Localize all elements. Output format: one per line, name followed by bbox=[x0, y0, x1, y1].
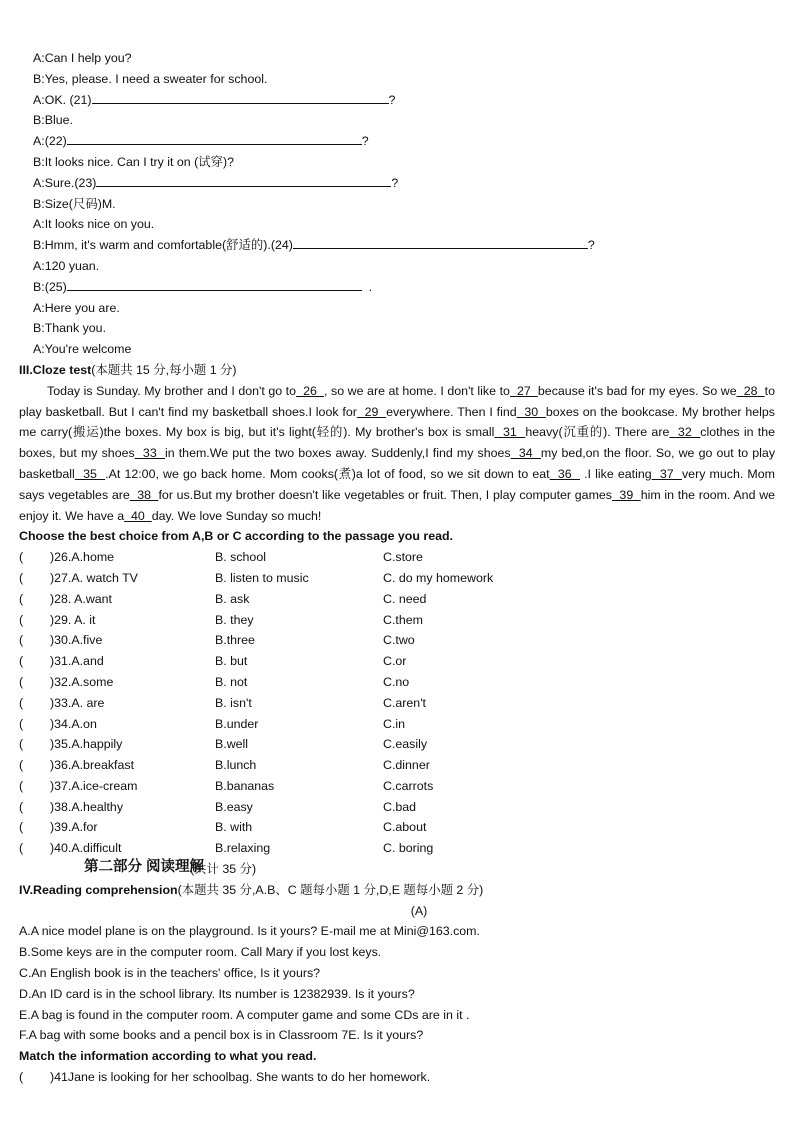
answer-paren[interactable]: ( bbox=[19, 591, 24, 606]
cloze-gap[interactable]: 28 bbox=[736, 383, 765, 398]
option-c: C.bad bbox=[383, 799, 417, 814]
passage-text: my bed,on the floor. So, we go out to play basketball bbox=[19, 446, 776, 481]
option-c: C. boring bbox=[383, 841, 434, 856]
option-c: C.or bbox=[383, 654, 407, 669]
answer-paren-41[interactable]: ( bbox=[19, 1070, 24, 1085]
passage-text: very much. Mom says vegetables are bbox=[19, 466, 775, 502]
cloze-gap[interactable]: 32 bbox=[669, 425, 701, 440]
option-a: )30.A.five bbox=[50, 633, 103, 648]
cloze-gap[interactable]: 30 bbox=[516, 404, 546, 419]
cloze-question-row bbox=[0, 589, 794, 610]
cloze-question-row bbox=[0, 651, 794, 672]
passage-text: in them.We put the two boxes away. Suddenly,I find my shoes bbox=[164, 446, 511, 461]
option-b: B. but bbox=[215, 654, 248, 669]
option-c: C. need bbox=[383, 591, 427, 606]
cloze-gap[interactable]: 26 bbox=[296, 383, 325, 398]
option-b: B. isn't bbox=[215, 695, 252, 710]
option-a: )33.A. are bbox=[50, 695, 105, 710]
cloze-question-row bbox=[0, 610, 794, 631]
answer-paren[interactable]: ( bbox=[19, 550, 24, 565]
option-a: )37.A.ice-cream bbox=[50, 778, 138, 793]
exam-page bbox=[0, 48, 794, 1088]
cloze-question-row bbox=[0, 817, 794, 838]
cloze-question-row bbox=[0, 630, 794, 651]
cloze-question-row bbox=[0, 672, 794, 693]
cloze-gap[interactable]: 40 bbox=[124, 508, 152, 523]
passage-text: everywhere. Then I find bbox=[386, 404, 517, 419]
option-b: B. with bbox=[215, 820, 253, 835]
dialogue-line-22: A:(22) ? bbox=[33, 131, 794, 152]
cloze-question-row bbox=[0, 776, 794, 797]
dialogue-line-21: A:OK. (21) ? bbox=[33, 90, 794, 111]
answer-blank-22[interactable] bbox=[67, 131, 362, 145]
cloze-question-row bbox=[0, 797, 794, 818]
answer-paren[interactable]: ( bbox=[19, 758, 24, 773]
passage-text: because it's bad for my eyes. So we bbox=[537, 383, 737, 398]
cloze-gap[interactable]: 35 bbox=[74, 466, 106, 481]
option-b: B.three bbox=[215, 633, 255, 648]
option-a: )29. A. it bbox=[50, 612, 96, 627]
notice-item: C.An English book is in the teachers' office, Is it yours? bbox=[19, 966, 321, 981]
option-a: )38.A.healthy bbox=[50, 799, 124, 814]
option-b: B.bananas bbox=[215, 778, 275, 793]
cloze-gap[interactable]: 27 bbox=[509, 383, 538, 398]
answer-paren[interactable]: ( bbox=[19, 654, 24, 669]
cloze-gap[interactable]: 33 bbox=[134, 446, 165, 461]
cloze-question-row bbox=[0, 838, 794, 859]
notice-list bbox=[0, 921, 794, 1046]
passage-text: him in the room. And we enjoy it. We have a bbox=[19, 487, 776, 523]
passage-text: .At 12:00, we go back home. Mom cooks(煮)a lot of food, so we sit down to eat bbox=[105, 466, 550, 481]
option-c: C.easily bbox=[383, 737, 428, 752]
passage-text: boxes on the bookcase. My brother helps me carry(搬运)the boxes. My box is big, but it's light(轻的). My brother's box is small bbox=[19, 404, 775, 440]
dialogue-line-6: B:It looks nice. Can I try it on (试穿)? bbox=[33, 154, 235, 169]
option-b: B.well bbox=[215, 737, 249, 752]
option-a: )32.A.some bbox=[50, 674, 114, 689]
dialogue-line-1: A:Can I help you? bbox=[33, 51, 132, 65]
cloze-gap[interactable]: 31 bbox=[494, 425, 526, 440]
cloze-instruction: Choose the best choice from A,B or C according to the passage you read. bbox=[19, 529, 453, 544]
dialogue-line-8: B:Size(尺码)M. bbox=[33, 196, 116, 211]
option-a: )31.A.and bbox=[50, 654, 104, 669]
cloze-gap[interactable]: 29 bbox=[356, 404, 387, 419]
dialogue-line-4: B:Blue. bbox=[33, 113, 73, 128]
cloze-question-row bbox=[0, 755, 794, 776]
passage-text: for us.But my brother doesn't like vegetables or fruit. Then, I play computer games bbox=[158, 487, 612, 502]
option-b: B.under bbox=[215, 716, 259, 731]
answer-paren[interactable]: ( bbox=[19, 778, 24, 793]
option-c: C.dinner bbox=[383, 758, 430, 773]
notice-item: A.A nice model plane is on the playground. Is it yours? E-mail me at Mini@163.com. bbox=[19, 924, 480, 939]
answer-paren[interactable]: ( bbox=[19, 716, 24, 731]
passage-text: , so we are at home. I don't like to bbox=[324, 383, 510, 398]
option-b: B.relaxing bbox=[215, 841, 271, 856]
cloze-gap[interactable]: 39 bbox=[611, 487, 641, 502]
cloze-gap[interactable]: 38 bbox=[129, 487, 159, 502]
cloze-question-row bbox=[0, 693, 794, 714]
answer-paren[interactable]: ( bbox=[19, 612, 24, 627]
part2-header bbox=[0, 859, 794, 880]
passage-text: day. We love Sunday so much! bbox=[151, 508, 322, 523]
cloze-heading: III.Cloze test(本题共 15 分,每小题 1 分) bbox=[19, 362, 237, 377]
option-b: B. listen to music bbox=[215, 570, 309, 585]
option-c: C.carrots bbox=[383, 778, 434, 793]
reading-heading: IV.Reading comprehension(本题共 35 分,A.B、C 题每小题 1 分,D,E 题每小题 2 分) bbox=[19, 882, 484, 897]
dialogue bbox=[0, 48, 794, 360]
option-c: C.in bbox=[383, 716, 406, 731]
question-41 bbox=[0, 1067, 794, 1088]
part2-title: 第二部分 阅读理解 bbox=[84, 859, 205, 876]
passage-text: clothes in the boxes, but my shoes bbox=[19, 425, 776, 461]
option-c: C. do my homework bbox=[383, 570, 494, 585]
notice-item: E.A bag is found in the computer room. A computer game and some CDs are in it . bbox=[19, 1007, 470, 1022]
option-b: B.lunch bbox=[215, 758, 257, 773]
cloze-question-row bbox=[0, 547, 794, 568]
option-a: )26.A.home bbox=[50, 550, 115, 565]
option-a: )34.A.on bbox=[50, 716, 97, 731]
passage-text: to play basketball. But I can't find my basketball shoes.I look for bbox=[19, 383, 775, 419]
option-a: )35.A.happily bbox=[50, 737, 123, 752]
passage-text: heavy(沉重的). There are bbox=[525, 425, 670, 440]
dialogue-line-15: A:You're welcome bbox=[33, 342, 132, 357]
option-c: C.about bbox=[383, 820, 427, 835]
answer-blank-24[interactable] bbox=[293, 235, 588, 249]
answer-blank-21[interactable] bbox=[92, 90, 389, 104]
passage-text: Today is Sunday. My brother and I don't go to bbox=[47, 383, 297, 398]
option-b: B. not bbox=[215, 674, 248, 689]
dialogue-line-9: A:It looks nice on you. bbox=[33, 217, 155, 232]
match-instruction: Match the information according to what you read. bbox=[19, 1049, 317, 1064]
cloze-question-row bbox=[0, 568, 794, 589]
option-b: B.easy bbox=[215, 799, 253, 814]
option-b: B. they bbox=[215, 612, 254, 627]
dialogue-line-24: B:Hmm, it's warm and comfortable(舒适的).(24) ? bbox=[33, 235, 794, 256]
option-a: )27.A. watch TV bbox=[50, 570, 138, 585]
option-c: C.them bbox=[383, 612, 423, 627]
option-c: C.aren't bbox=[383, 695, 426, 710]
question-41-text: )41Jane is looking for her schoolbag. She wants to do her homework. bbox=[50, 1070, 431, 1085]
option-b: B. school bbox=[215, 550, 266, 565]
cloze-gap[interactable]: 37 bbox=[651, 466, 682, 481]
option-c: C.no bbox=[383, 674, 410, 689]
cloze-passage bbox=[0, 381, 794, 527]
answer-paren[interactable]: ( bbox=[19, 820, 24, 835]
answer-paren[interactable]: ( bbox=[19, 570, 24, 585]
option-a: )28. A.want bbox=[50, 591, 112, 606]
notice-item: B.Some keys are in the computer room. Call Mary if you lost keys. bbox=[19, 945, 382, 960]
answer-blank-25[interactable] bbox=[67, 277, 362, 291]
dialogue-line-25: B:(25) . bbox=[33, 277, 794, 298]
dialogue-line-23: A:Sure.(23) ? bbox=[33, 173, 794, 194]
answer-paren[interactable]: ( bbox=[19, 695, 24, 710]
dialogue-line-2: B:Yes, please. I need a sweater for school. bbox=[33, 71, 268, 86]
passage-text: .I like eating bbox=[579, 466, 652, 481]
cloze-question-row bbox=[0, 734, 794, 755]
cloze-gap[interactable]: 36 bbox=[549, 466, 580, 481]
part2-score: (共计 35 分) bbox=[190, 862, 257, 877]
option-a: )39.A.for bbox=[50, 820, 98, 835]
answer-paren[interactable]: ( bbox=[19, 633, 24, 648]
answer-paren[interactable]: ( bbox=[19, 841, 24, 856]
dialogue-line-13: A:Here you are. bbox=[33, 300, 120, 315]
reading-sub-a: (A) bbox=[410, 903, 428, 918]
option-a: )40.A.difficult bbox=[50, 841, 122, 856]
answer-blank-23[interactable] bbox=[96, 173, 391, 187]
cloze-question-row bbox=[0, 714, 794, 735]
answer-paren[interactable]: ( bbox=[19, 799, 24, 814]
dialogue-line-14: B:Thank you. bbox=[33, 321, 107, 336]
answer-paren[interactable]: ( bbox=[19, 674, 24, 689]
option-a: )36.A.breakfast bbox=[50, 758, 135, 773]
notice-item: F.A bag with some books and a pencil box is in Classroom 7E. Is it yours? bbox=[19, 1028, 424, 1043]
option-c: C.store bbox=[383, 550, 423, 565]
dialogue-line-11: A:120 yuan. bbox=[33, 258, 100, 273]
notice-item: D.An ID card is in the school library. Its number is 12382939. Is it yours? bbox=[19, 986, 415, 1001]
option-c: C.two bbox=[383, 633, 415, 648]
cloze-questions bbox=[0, 547, 794, 859]
cloze-gap[interactable]: 34 bbox=[510, 446, 541, 461]
option-b: B. ask bbox=[215, 591, 250, 606]
answer-paren[interactable]: ( bbox=[19, 737, 24, 752]
